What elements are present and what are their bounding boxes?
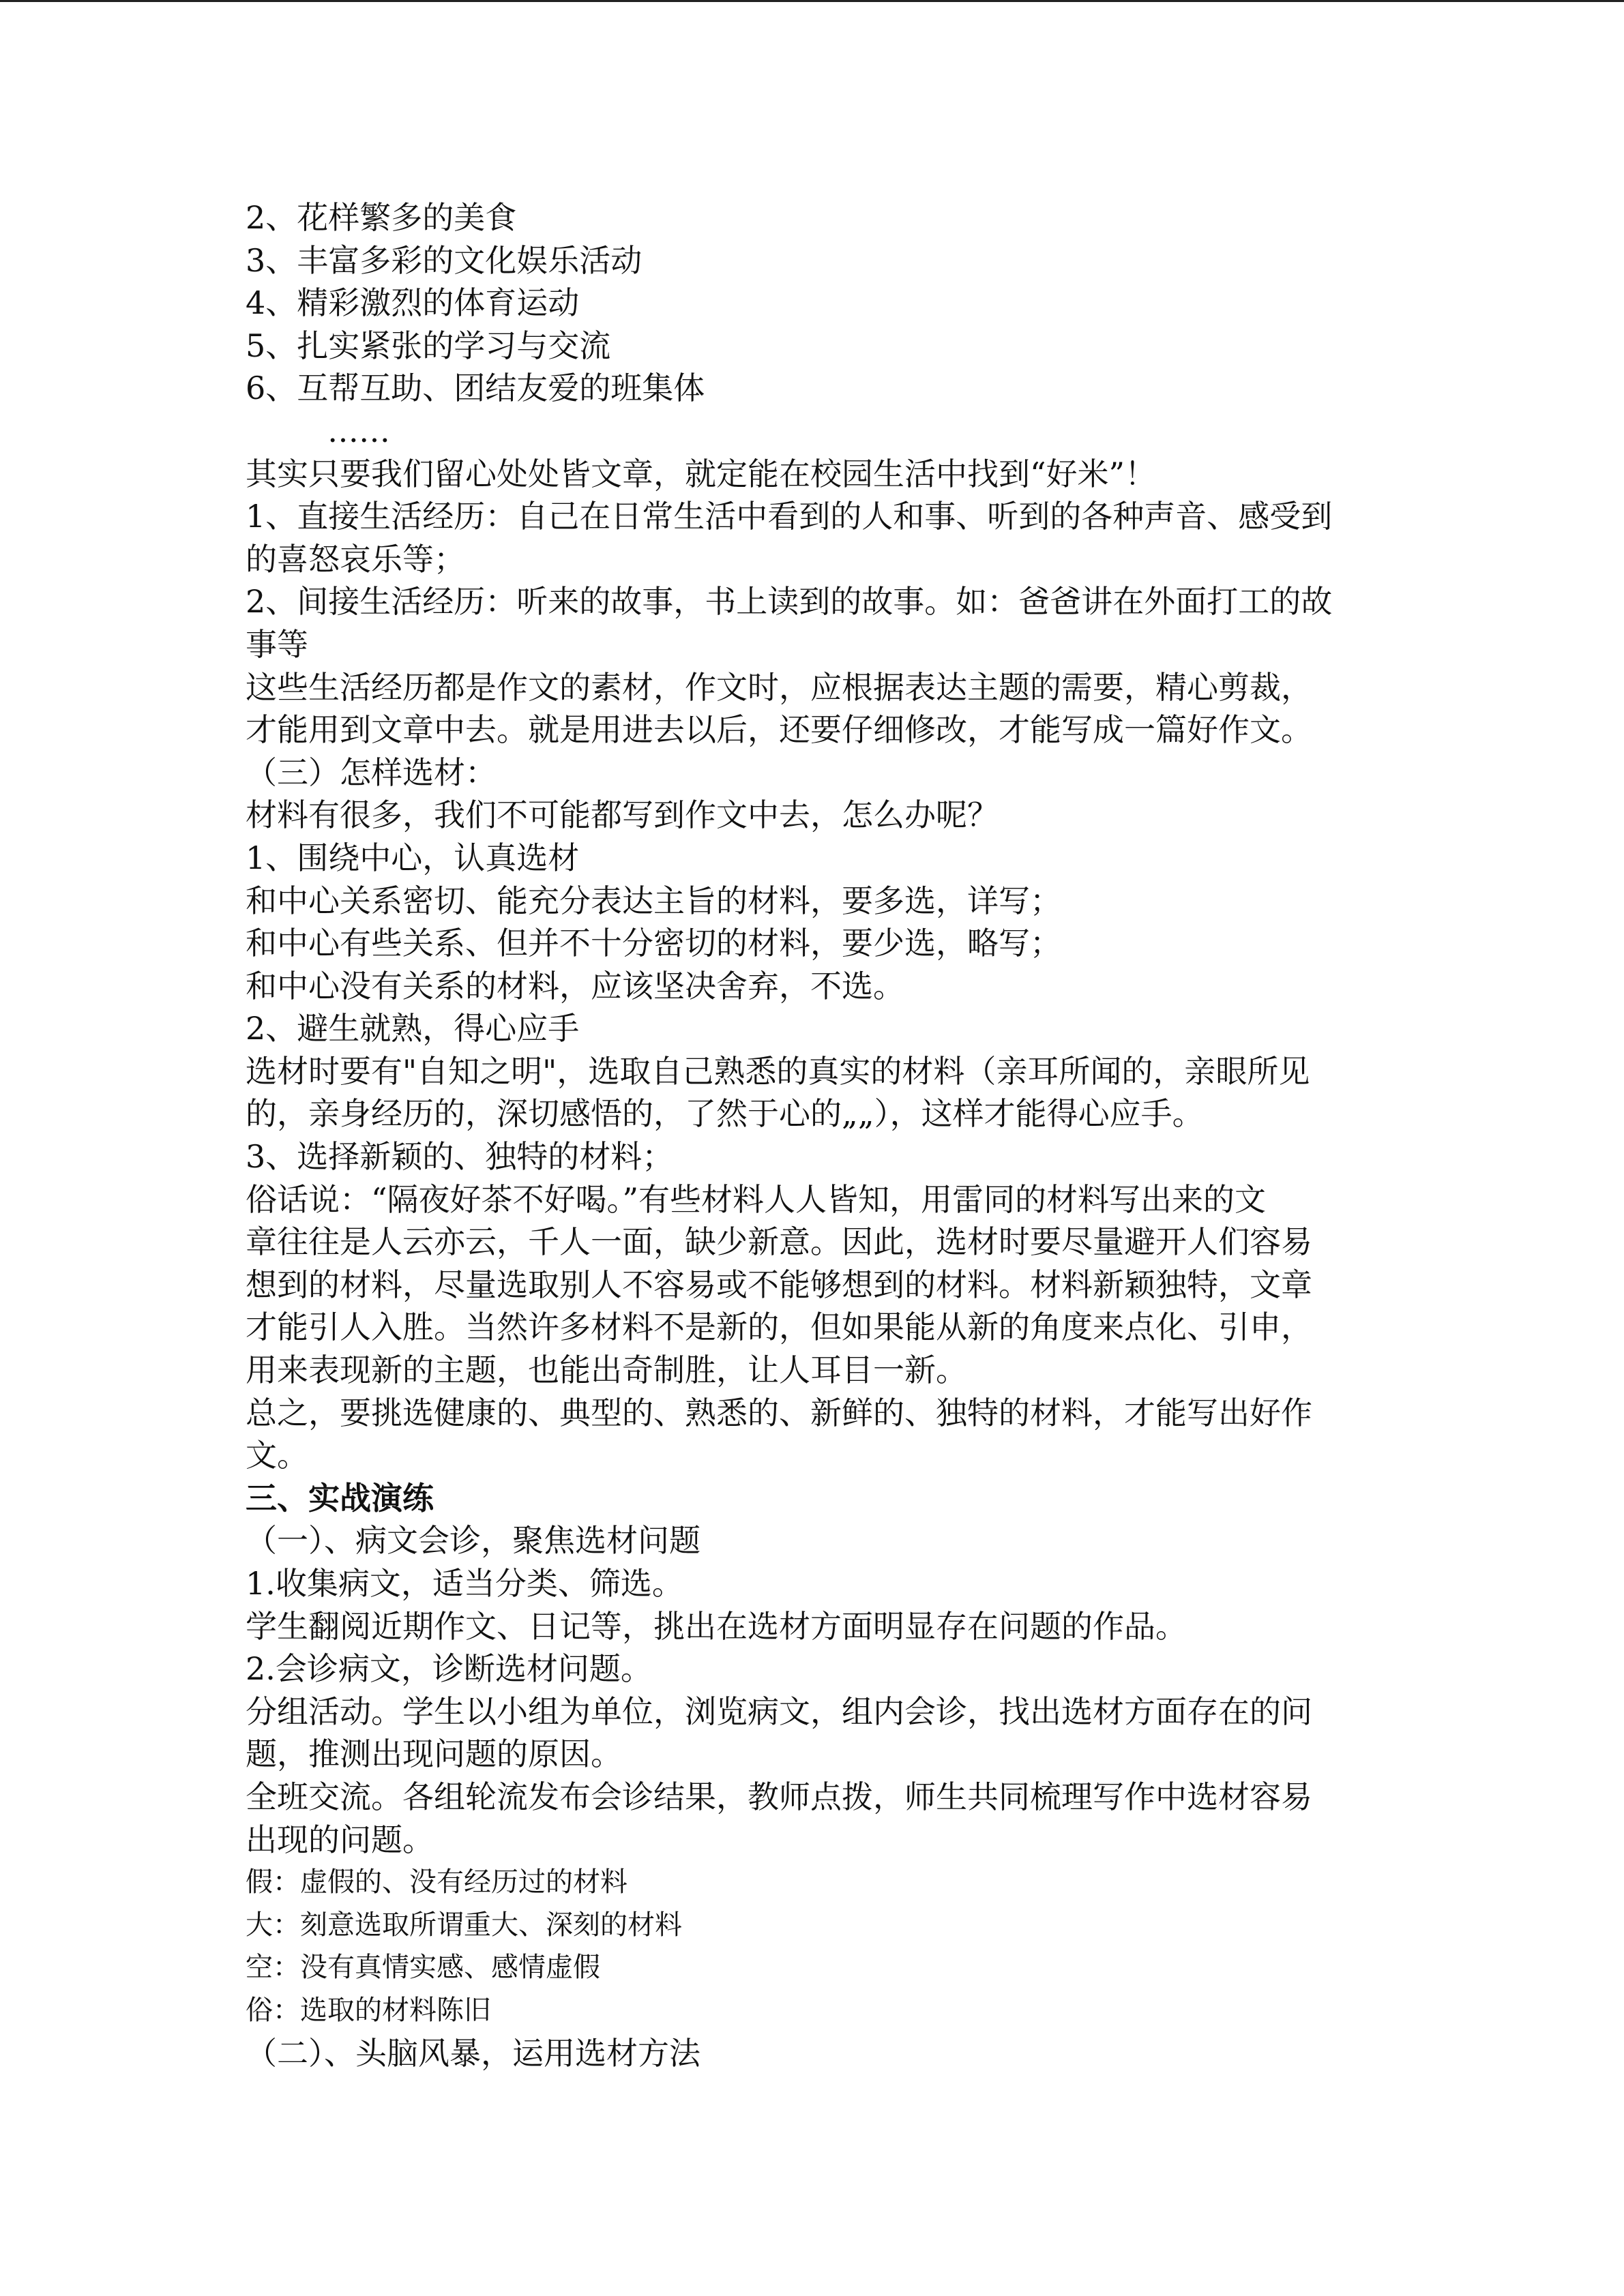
text-line: 和中心有些关系、但并不十分密切的材料，要少选，略写； xyxy=(246,925,1061,962)
text-line: 学生翻阅近期作文、日记等，挑出在选材方面明显存在问题的作品。 xyxy=(246,1607,1187,1645)
text-line: 其实只要我们留心处处皆文章，就定能在校园生活中找到“好米”！ xyxy=(246,455,1157,492)
text-line: 想到的材料，尽量选取别人不容易或不能够想到的材料。材料新颖独特，文章 xyxy=(246,1266,1312,1303)
section-heading: 三、实战演练 xyxy=(246,1479,434,1517)
text-line: 才能用到文章中去。就是用进去以后，还要仔细修改，才能写成一篇好作文。 xyxy=(246,711,1312,749)
text-line: 5、扎实紧张的学习与交流 xyxy=(246,327,611,364)
text-line: 的喜怒哀乐等； xyxy=(246,540,465,578)
text-line: 用来表现新的主题，也能出奇制胜，让人耳目一新。 xyxy=(246,1352,967,1389)
text-line: 和中心没有关系的材料，应该坚决舍弃，不选。 xyxy=(246,967,904,1004)
text-line: 2、避生就熟，得心应手 xyxy=(246,1010,580,1047)
text-line: 1.收集病文，适当分类、筛选。 xyxy=(246,1565,683,1602)
text-line: 事等 xyxy=(246,625,308,663)
text-line: 章往往是人云亦云，千人一面，缺少新意。因此，选材时要尽量避开人们容易 xyxy=(246,1223,1312,1261)
text-line: 3、丰富多彩的文化娱乐活动 xyxy=(246,241,643,279)
page-top-border xyxy=(0,0,1624,2)
text-line: …… xyxy=(327,412,390,449)
text-line: 2.会诊病文，诊断选材问题。 xyxy=(246,1650,652,1688)
text-line: （三）怎样选材： xyxy=(246,754,497,791)
text-line: 大：刻意选取所谓重大、深刻的材料 xyxy=(246,1909,682,1941)
text-line: 分组活动。学生以小组为单位，浏览病文，组内会诊，找出选材方面存在的问 xyxy=(246,1693,1312,1730)
text-line: 1、直接生活经历：自己在日常生活中看到的人和事、听到的各种声音、感受到 xyxy=(246,498,1333,535)
text-line: 1、围绕中心，认真选材 xyxy=(246,839,580,876)
text-line: 6、互帮互助、团结友爱的班集体 xyxy=(246,370,705,407)
text-line: 空：没有真情实感、感情虚假 xyxy=(246,1952,600,1984)
text-line: 这些生活经历都是作文的素材，作文时，应根据表达主题的需要，精心剪裁， xyxy=(246,668,1312,706)
text-line: 2、间接生活经历：听来的故事，书上读到的故事。如：爸爸讲在外面打工的故 xyxy=(246,583,1333,621)
text-line: 材料有很多，我们不可能都写到作文中去，怎么办呢？ xyxy=(246,796,999,834)
text-line: 和中心关系密切、能充分表达主旨的材料，要多选，详写； xyxy=(246,882,1061,919)
text-line: 全班交流。各组轮流发布会诊结果，教师点拨，师生共同梳理写作中选材容易 xyxy=(246,1778,1312,1815)
text-line: 3、选择新颖的、独特的材料； xyxy=(246,1138,674,1176)
text-line: 出现的问题。 xyxy=(246,1821,434,1858)
text-line: 假：虚假的、没有经历过的材料 xyxy=(246,1866,628,1898)
text-line: 俗话说：“隔夜好茶不好喝。”有些材料人人皆知，用雷同的材料写出来的文 xyxy=(246,1180,1267,1218)
text-line: （一）、病文会诊，聚焦选材问题 xyxy=(246,1522,700,1560)
text-line: 4、精彩激烈的体育运动 xyxy=(246,284,580,322)
text-line: 题，推测出现问题的原因。 xyxy=(246,1735,622,1773)
text-line: 文。 xyxy=(246,1437,308,1474)
document-body xyxy=(246,196,1378,2074)
text-line: （二）、头脑风暴，运用选材方法 xyxy=(246,2034,700,2072)
text-line: 总之，要挑选健康的、典型的、熟悉的、新鲜的、独特的材料，才能写出好作 xyxy=(246,1394,1312,1431)
text-line: 选材时要有"自知之明"，选取自己熟悉的真实的材料（亲耳所闻的，亲眼所见 xyxy=(246,1052,1310,1090)
text-line: 俗：选取的材料陈旧 xyxy=(246,1994,491,2026)
text-line: 2、花样繁多的美食 xyxy=(246,199,517,236)
text-line: 才能引人入胜。当然许多材料不是新的，但如果能从新的角度来点化、引申， xyxy=(246,1309,1312,1346)
text-line: 的，亲身经历的，深切感悟的，了然于心的„„），这样才能得心应手。 xyxy=(246,1095,1204,1133)
